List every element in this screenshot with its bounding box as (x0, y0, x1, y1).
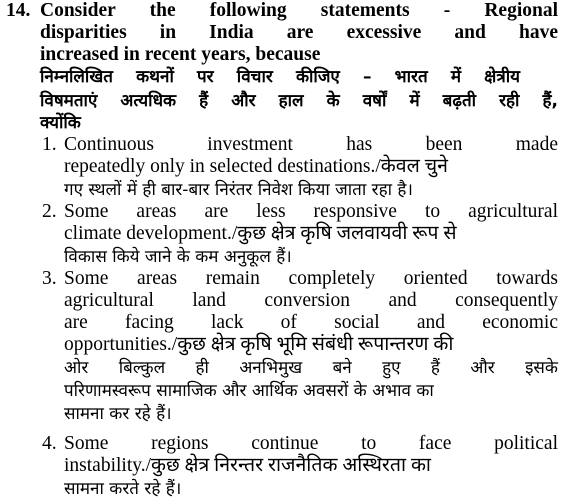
statement-2-line-3: विकास किये जाने के कम अनुकूल हैं। (64, 247, 292, 267)
question-english-line-2: disparities in India are excessive and have (40, 22, 558, 43)
question-hindi-line-1: निम्नलिखित कथनों पर विचार कीजिए – भारत में क्षेत्रीय (40, 67, 520, 87)
statement-1-number: 1. (42, 134, 57, 155)
statement-2-line-1: Some areas are less responsive to agricultural (64, 201, 558, 222)
question-hindi-line-3: क्योंकि (40, 113, 81, 133)
question-english-line-1: Consider the following statements - Regional (40, 0, 558, 21)
statement-2-number: 2. (42, 201, 57, 222)
statement-3-line-6: परिणामस्वरूप सामाजिक और आर्थिक अवसरों के अभाव का (64, 381, 434, 401)
statement-3-line-2: agricultural land conversion and consequently (64, 290, 558, 311)
statement-3-line-1: Some areas remain completely oriented towards (64, 268, 558, 289)
statement-4-line-2: instability./कुछ क्षेत्र निरन्तर राजनैतिक अस्थिरता का (64, 455, 431, 476)
statement-4-number: 4. (42, 433, 57, 454)
statement-1-line-3: गए स्थलों में ही बार-बार निरंतर निवेश किया जाता रहा है। (64, 180, 413, 200)
statement-3-line-3: are facing lack of social and economic (64, 312, 558, 333)
statement-4-line-1: Some regions continue to face political (64, 433, 558, 454)
statement-3-line-7: सामना कर रहे हैं। (64, 404, 172, 424)
statement-1-line-2: repeatedly only in selected destinations./केवल चुने (64, 156, 448, 177)
statement-3-line-4: opportunities./कुछ क्षेत्र कृषि भूमि संबंधी रूपान्तरण की (64, 334, 454, 355)
statement-3-number: 3. (42, 268, 57, 289)
statement-4-line-3: सामना करते रहे हैं। (64, 479, 182, 499)
question-hindi-line-2: विषमताएं अत्यधिक हैं और हाल के वर्षों में बढ़ती रही हैं, (40, 91, 558, 111)
statement-3-line-5: ओर बिल्कुल ही अनभिमुख बने हुए हैं और इसके (64, 358, 558, 378)
question-number: 14. (6, 0, 31, 21)
question-english-line-3: increased in recent years, because (40, 44, 321, 65)
statement-2-line-2: climate development./कुछ क्षेत्र कृषि जलवायवी रूप से (64, 223, 457, 244)
statement-1-line-1: Continuous investment has been made (64, 134, 558, 155)
